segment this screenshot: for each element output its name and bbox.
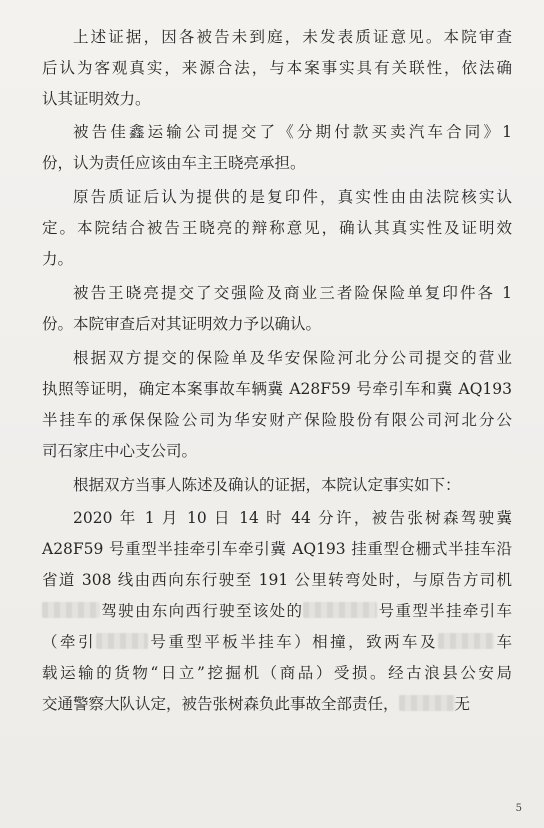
text-segment: 驾驶由东向西行驶至该处的 bbox=[100, 602, 304, 620]
text-line bbox=[42, 689, 512, 720]
text-line: 认其证明效力。 bbox=[42, 90, 151, 108]
text-segment: 无 bbox=[454, 695, 471, 713]
text-line: 省道 308 线由西向东行驶至 191 公里转弯处时，与原告方司机 bbox=[42, 571, 512, 589]
paragraph-jiaxin-submission bbox=[42, 117, 512, 179]
text-segment: 号重型半挂牵引车 bbox=[377, 602, 512, 620]
text-segment: 交通警察大队认定，被告张树森负此事故全部责任， bbox=[42, 695, 399, 713]
text-segment: 车 bbox=[494, 633, 512, 651]
text-line: 力。 bbox=[42, 250, 74, 268]
text-line: 原告质证后认为提供的是复印件，真实性由由法院核实认 bbox=[73, 188, 512, 206]
text-line: 根据双方提交的保险单及华安保险河北分公司提交的营业 bbox=[73, 349, 512, 367]
paragraph-wang-insurance bbox=[42, 278, 512, 340]
text-line: 份，认为责任应该由车主王晓亮承担。 bbox=[42, 154, 306, 172]
text-line: 执照等证明，确定本案事故车辆冀 A28F59 号牵引车和冀 AQ193 bbox=[42, 380, 512, 398]
redacted-block bbox=[303, 602, 377, 618]
page-number: 5 bbox=[515, 803, 522, 814]
text-line: 上述证据，因各被告未到庭，未发表质证意见。本院审查 bbox=[73, 28, 512, 46]
paragraph-accident-facts bbox=[42, 503, 512, 720]
text-line bbox=[42, 627, 512, 658]
text-line: 份。本院审查后对其证明效力予以确认。 bbox=[42, 315, 322, 333]
text-segment: 号重型平板半挂车）相撞，致两车及 bbox=[147, 633, 438, 651]
text-line: 后认为客观真实，来源合法，与本案事实具有关联性，依法确 bbox=[42, 59, 512, 77]
text-line: 2020 年 1 月 10 日 14 时 44 分许，被告张树森驾驶冀 bbox=[73, 509, 512, 527]
text-line: 载运输的货物“日立”挖掘机（商品）受损。经古浪县公安局 bbox=[42, 664, 512, 682]
text-line: 被告佳鑫运输公司提交了《分期付款买卖汽车合同》1 bbox=[73, 123, 512, 141]
redacted-block bbox=[96, 633, 148, 649]
paragraph-plaintiff-crossexam bbox=[42, 182, 512, 275]
text-line: 司石家庄中心支公司。 bbox=[42, 442, 198, 460]
text-segment: （牵引 bbox=[42, 633, 96, 651]
paragraph-evidence-review bbox=[42, 22, 512, 115]
paragraph-insurer-determination bbox=[42, 343, 512, 467]
text-line: 半挂车的承保保险公司为华安财产保险股份有限公司河北分公 bbox=[42, 411, 512, 429]
text-line: A28F59 号重型半挂牵引车牵引冀 AQ193 挂重型仓栅式半挂车沿 bbox=[42, 540, 512, 558]
redacted-block bbox=[438, 633, 494, 649]
text-line bbox=[42, 596, 512, 627]
text-line: 被告王晓亮提交了交强险及商业三者险保险单复印件各 1 bbox=[73, 284, 512, 302]
text-line: 定。本院结合被告王晓亮的辩称意见，确认其真实性及证明效 bbox=[42, 219, 512, 237]
paragraph-facts-intro bbox=[42, 470, 512, 501]
redacted-block bbox=[42, 602, 100, 618]
redacted-block bbox=[399, 695, 455, 711]
text-line: 根据双方当事人陈述及确认的证据，本院认定事实如下： bbox=[73, 476, 461, 494]
